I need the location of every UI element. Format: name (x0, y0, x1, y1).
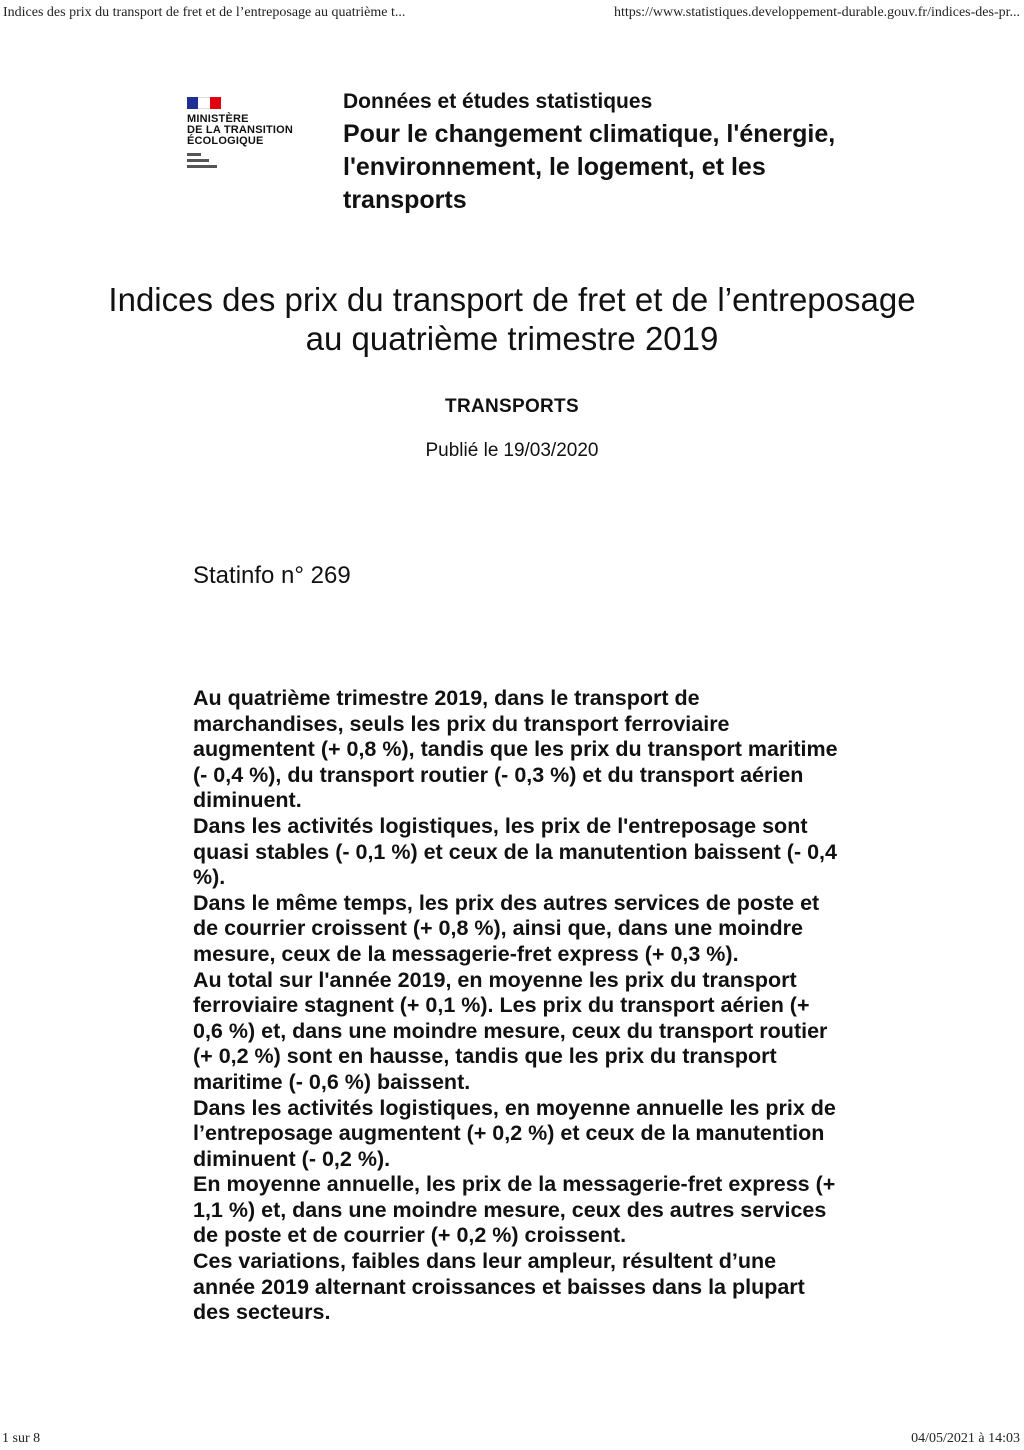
summary-paragraph: Dans les activités logistiques, les prix de l'entreposage sont quasi stables (- 0,1 %) et ceux de la manutention baissent (- 0,4 %). (193, 813, 837, 890)
page-counter: 1 sur 8 (2, 1431, 41, 1446)
site-supertitle[interactable]: Données et études statistiques (343, 90, 653, 113)
summary-paragraph: Dans le même temps, les prix des autres services de poste et de courrier croissent (+ 0,8 %), ainsi que, dans une moindre mesure, ceux de la messagerie-fret express (+ 0,3 %). (193, 890, 820, 966)
summary-paragraph: Ces variations, faibles dans leur ampleur, résultent d’une année 2019 alternant croissances et baisses dans la plupart des secteurs. (193, 1249, 805, 1325)
page-title (60, 280, 964, 358)
print-header-title: Indices des prix du transport de fret et de l’entreposage au quatrième t... (3, 5, 406, 20)
french-flag-icon (187, 97, 221, 109)
site-subtitle: Pour le changement climatique, l'énergie, l'environnement, le logement, et les transports (343, 120, 836, 214)
site-header (343, 88, 863, 217)
summary-paragraph: Au quatrième trimestre 2019, dans le transport de marchandises, seuls les prix du transport ferroviaire augmentent (+ 0,8 %), tandis que les prix du transport maritime (- 0,4 %), du transport routier (- 0,3 %) et du transport aérien diminuent. (193, 686, 838, 813)
publication-date (0, 440, 1024, 462)
publication-date-label: Publié le (425, 440, 499, 461)
print-footer (0, 1431, 1024, 1449)
ministry-name-line: DE LA TRANSITION (187, 124, 294, 136)
ministry-logo[interactable] (187, 97, 317, 187)
article-summary (193, 686, 843, 1326)
summary-paragraph: Dans les activités logistiques, en moyenne annuelle les prix de l’entreposage augmentent (+ 0,2 %) et ceux de la manutention diminuent (- 0,2 %). (193, 1095, 836, 1171)
ministry-name (187, 114, 317, 147)
summary-paragraph: En moyenne annuelle, les prix de la messagerie-fret express (+ 1,1 %) et, dans une moindre mesure, ceux des autres services de poste et de courrier (+ 0,2 %) croissent. (193, 1172, 836, 1248)
statinfo-number: Statinfo n° 269 (193, 562, 351, 589)
page-title-line: Indices des prix du transport de fret et de l’entreposage (108, 281, 916, 318)
summary-paragraph: Au total sur l'année 2019, en moyenne les prix du transport ferroviaire stagnent (+ 0,1 %). Les prix du transport aérien (+ 0,6 %) et, dans une moindre mesure, ceux du transport routier (+ 0,2 %) sont en hausse, tandis que les prix du transport maritime (- 0,6 %) baissent. (193, 967, 828, 1094)
ministry-name-line: MINISTÈRE (187, 113, 249, 125)
ministry-name-line: ÉCOLOGIQUE (187, 135, 264, 147)
publication-date-value: 19/03/2020 (503, 440, 599, 461)
republic-motto-icon (187, 153, 217, 168)
print-header-url: https://www.statistiques.developpement-durable.gouv.fr/indices-des-pr... (613, 5, 1020, 20)
category-tag[interactable]: TRANSPORTS (445, 396, 579, 417)
print-datetime: 04/05/2021 à 14:03 (911, 1431, 1020, 1446)
page-title-line: au quatrième trimestre 2019 (305, 320, 719, 357)
print-header (0, 5, 1024, 27)
